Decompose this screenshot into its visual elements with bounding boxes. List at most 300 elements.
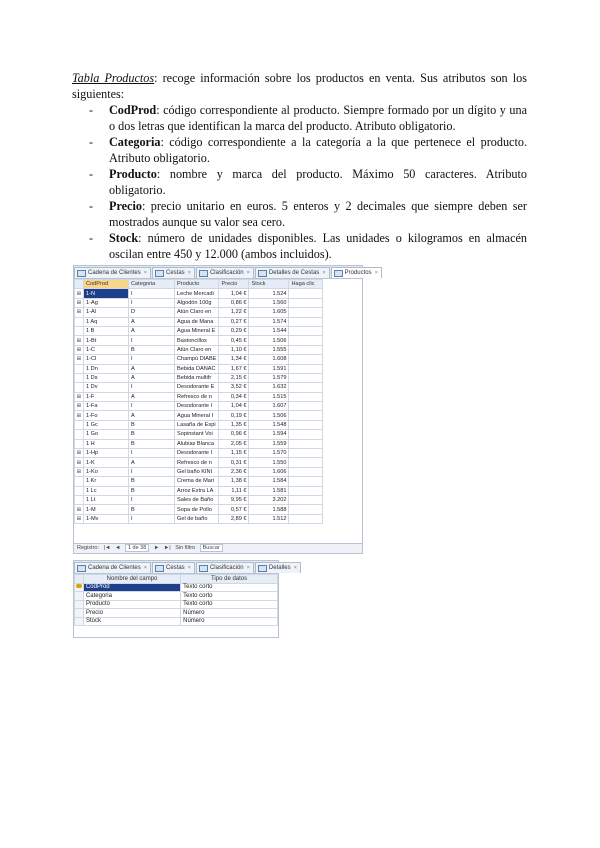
cell-producto[interactable]: Champú DIABE <box>175 355 219 364</box>
field-name-cell[interactable]: Stock <box>83 617 180 626</box>
cell-codprod[interactable]: 1-M <box>84 505 129 514</box>
cell-stock[interactable]: 1.560 <box>249 298 289 307</box>
cell-producto[interactable]: Desodorante E <box>175 383 219 392</box>
cell-stock[interactable]: 1.512 <box>249 514 289 523</box>
table-row[interactable] <box>75 439 323 448</box>
column-header[interactable]: Producto <box>175 280 219 289</box>
cell-categoria[interactable]: I <box>129 402 175 411</box>
cell-categoria[interactable]: I <box>129 355 175 364</box>
cell-precio[interactable]: 1,10 € <box>219 345 249 354</box>
table-row[interactable] <box>75 458 323 467</box>
description-text <box>72 70 527 262</box>
table-row[interactable] <box>75 317 323 326</box>
cell-precio[interactable]: 3,52 € <box>219 383 249 392</box>
cell-empty[interactable] <box>289 317 323 326</box>
datasheet-table <box>74 279 323 524</box>
cell-producto[interactable]: Bebida multifr <box>175 373 219 382</box>
tab-label: Productos <box>344 270 372 276</box>
cell-empty[interactable] <box>289 402 323 411</box>
table-row[interactable] <box>75 467 323 476</box>
cell-producto[interactable]: Gel de baño <box>175 514 219 523</box>
cell-empty[interactable] <box>289 298 323 307</box>
attribute-item <box>72 198 527 230</box>
expand-icon[interactable]: ⊞ <box>75 298 84 307</box>
close-tab-icon[interactable]: × <box>143 270 147 276</box>
cell-codprod[interactable]: 1-Hp <box>84 449 129 458</box>
data-type-cell[interactable]: Número <box>181 617 278 626</box>
object-tab[interactable] <box>255 267 330 278</box>
cell-stock[interactable]: 1.591 <box>249 364 289 373</box>
table-row[interactable] <box>75 336 323 345</box>
cell-categoria[interactable]: A <box>129 392 175 401</box>
search-box[interactable]: Buscar <box>200 544 223 552</box>
attribute-item <box>72 230 527 262</box>
tab-label: Clasificación <box>209 565 244 571</box>
table-row[interactable] <box>75 392 323 401</box>
table-title: Tabla Productos <box>72 71 155 85</box>
cell-categoria[interactable]: D <box>129 308 175 317</box>
expand-icon[interactable] <box>75 373 84 382</box>
cell-categoria[interactable]: A <box>129 364 175 373</box>
close-tab-icon[interactable]: × <box>322 270 326 276</box>
cell-precio[interactable]: 1,22 € <box>219 308 249 317</box>
object-tab[interactable] <box>196 562 254 573</box>
cell-codprod[interactable]: 1-Fo <box>84 411 129 420</box>
cell-codprod[interactable]: 1-Fa <box>84 402 129 411</box>
cell-producto[interactable]: Refresco de n <box>175 458 219 467</box>
intro-paragraph <box>72 70 527 102</box>
table-row[interactable] <box>75 477 323 486</box>
tab-label: Detalles <box>268 565 291 571</box>
cell-empty[interactable] <box>289 345 323 354</box>
table-row[interactable] <box>75 345 323 354</box>
cell-categoria[interactable]: I <box>129 298 175 307</box>
cell-stock[interactable]: 1.581 <box>249 486 289 495</box>
cell-stock[interactable]: 1.570 <box>249 449 289 458</box>
expand-icon[interactable]: ⊞ <box>75 336 84 345</box>
cell-precio[interactable]: 0,19 € <box>219 411 249 420</box>
cell-empty[interactable] <box>289 430 323 439</box>
cell-empty[interactable] <box>289 495 323 504</box>
tab-label: Detalles de Cestas <box>268 270 320 276</box>
cell-producto[interactable]: Arroz Extra LA <box>175 486 219 495</box>
cell-categoria[interactable]: B <box>129 420 175 429</box>
cell-codprod[interactable]: 1 Gc <box>84 420 129 429</box>
cell-categoria[interactable]: I <box>129 289 175 298</box>
tab-label: Cadena de Clientes <box>88 270 141 276</box>
cell-categoria[interactable]: B <box>129 430 175 439</box>
table-row[interactable] <box>75 430 323 439</box>
cell-codprod[interactable]: 1 Dn <box>84 364 129 373</box>
object-tab[interactable] <box>74 267 151 278</box>
cell-empty[interactable] <box>289 289 323 298</box>
cell-categoria[interactable]: B <box>129 439 175 448</box>
datasheet-screenshot <box>73 265 378 554</box>
cell-categoria[interactable]: A <box>129 411 175 420</box>
cell-empty[interactable] <box>289 355 323 364</box>
cell-precio[interactable]: 1,04 € <box>219 289 249 298</box>
bullet-dash: - <box>89 135 94 149</box>
cell-codprod[interactable]: 1 Lc <box>84 486 129 495</box>
table-row[interactable] <box>75 373 323 382</box>
expand-icon[interactable]: ⊞ <box>75 345 84 354</box>
attribute-list <box>72 102 527 262</box>
cell-stock[interactable]: 1.594 <box>249 430 289 439</box>
object-tab[interactable] <box>196 267 254 278</box>
table-icon <box>77 270 86 277</box>
field-row[interactable] <box>75 617 278 626</box>
table-icon <box>258 270 267 277</box>
next-record-button[interactable]: ► <box>153 545 160 551</box>
cell-codprod[interactable]: 1-N <box>84 289 129 298</box>
cell-stock[interactable]: 1.607 <box>249 402 289 411</box>
cell-precio[interactable]: 0,29 € <box>219 326 249 335</box>
cell-categoria[interactable]: I <box>129 514 175 523</box>
cell-precio[interactable]: 2,15 € <box>219 373 249 382</box>
expand-icon[interactable] <box>75 317 84 326</box>
cell-empty[interactable] <box>289 505 323 514</box>
cell-codprod[interactable]: 1-Ag <box>84 298 129 307</box>
row-selector[interactable] <box>75 583 84 592</box>
expand-icon[interactable]: ⊞ <box>75 289 84 298</box>
table-row[interactable] <box>75 308 323 317</box>
object-tab[interactable] <box>331 267 382 278</box>
field-name-cell[interactable]: Categoria <box>83 592 180 601</box>
data-type-cell[interactable]: Texto corto <box>181 600 278 609</box>
attribute-description: : código correspondiente a la categoría a la que pertenece el producto. Atributo obligatorio. <box>109 135 527 165</box>
cell-empty[interactable] <box>289 439 323 448</box>
cell-producto[interactable]: Bebida DANAC <box>175 364 219 373</box>
table-icon <box>199 270 208 277</box>
cell-empty[interactable] <box>289 411 323 420</box>
cell-precio[interactable]: 1,35 € <box>219 420 249 429</box>
cell-producto[interactable]: Desodorante I <box>175 402 219 411</box>
cell-producto[interactable]: Lasaña de Espi <box>175 420 219 429</box>
expand-icon[interactable]: ⊞ <box>75 402 84 411</box>
row-selector[interactable] <box>75 617 84 626</box>
expand-icon[interactable]: ⊞ <box>75 514 84 523</box>
attribute-name: CodProd <box>109 103 157 117</box>
table-row[interactable] <box>75 326 323 335</box>
expand-icon[interactable]: ⊞ <box>75 467 84 476</box>
cell-categoria[interactable]: A <box>129 458 175 467</box>
data-type-cell[interactable]: Número <box>181 609 278 618</box>
cell-stock[interactable]: 1.506 <box>249 336 289 345</box>
cell-producto[interactable]: Desodorante I <box>175 449 219 458</box>
cell-stock[interactable]: 1.584 <box>249 477 289 486</box>
column-header[interactable]: Stock <box>249 280 289 289</box>
cell-empty[interactable] <box>289 392 323 401</box>
first-record-button[interactable]: |◄ <box>103 545 111 551</box>
cell-stock[interactable]: 1.524 <box>249 289 289 298</box>
cell-producto[interactable]: Atún Claro en <box>175 345 219 354</box>
cell-empty[interactable] <box>289 420 323 429</box>
table-icon <box>258 565 267 572</box>
cell-empty[interactable] <box>289 486 323 495</box>
cell-stock[interactable]: 3.202 <box>249 495 289 504</box>
cell-stock[interactable]: 1.608 <box>249 355 289 364</box>
cell-categoria[interactable]: A <box>129 373 175 382</box>
row-selector[interactable] <box>75 609 84 618</box>
table-row[interactable] <box>75 495 323 504</box>
table-row[interactable] <box>75 449 323 458</box>
tab-label: Clasificación <box>209 270 244 276</box>
column-header: Tipo de datos <box>181 575 278 584</box>
close-tab-icon[interactable]: × <box>293 565 297 571</box>
record-counter[interactable]: 1 de 38 <box>125 544 149 552</box>
cell-codprod[interactable]: 1 Aq <box>84 317 129 326</box>
cell-producto[interactable]: Crema de Mari <box>175 477 219 486</box>
cell-precio[interactable]: 0,31 € <box>219 458 249 467</box>
cell-categoria[interactable]: B <box>129 345 175 354</box>
expand-icon[interactable] <box>75 439 84 448</box>
attribute-item <box>72 134 527 166</box>
attribute-description: : código correspondiente al producto. Siempre formado por un dígito y una o dos letras que identifican la marca del producto. Atributo obligatorio. <box>109 103 527 133</box>
cell-precio[interactable]: 9,95 € <box>219 495 249 504</box>
expand-icon[interactable] <box>75 430 84 439</box>
cell-precio[interactable]: 1,11 € <box>219 486 249 495</box>
field-row[interactable] <box>75 592 278 601</box>
cell-empty[interactable] <box>289 467 323 476</box>
attribute-item <box>72 102 527 134</box>
table-row[interactable] <box>75 420 323 429</box>
tab-label: Cestas <box>165 565 185 571</box>
cell-precio[interactable]: 2,89 € <box>219 514 249 523</box>
object-tab[interactable] <box>152 562 195 573</box>
cell-categoria[interactable]: I <box>129 467 175 476</box>
expand-icon[interactable] <box>75 477 84 486</box>
cell-precio[interactable]: 0,45 € <box>219 336 249 345</box>
column-header[interactable]: Haga clic <box>289 280 323 289</box>
attribute-name: Producto <box>109 167 157 181</box>
table-row[interactable] <box>75 355 323 364</box>
expand-icon[interactable] <box>75 420 84 429</box>
record-label: Registro: <box>77 545 100 551</box>
field-name-cell[interactable]: CodProd <box>83 583 180 592</box>
cell-empty[interactable] <box>289 308 323 317</box>
cell-precio[interactable]: 1,38 € <box>219 477 249 486</box>
cell-producto[interactable]: Agua de Mana <box>175 317 219 326</box>
cell-categoria[interactable]: A <box>129 317 175 326</box>
close-tab-icon[interactable]: × <box>143 565 147 571</box>
cell-stock[interactable]: 1.588 <box>249 505 289 514</box>
cell-stock[interactable]: 1.574 <box>249 317 289 326</box>
field-name-cell[interactable]: Producto <box>83 600 180 609</box>
cell-stock[interactable]: 1.506 <box>249 411 289 420</box>
table-row[interactable] <box>75 383 323 392</box>
cell-codprod[interactable]: 1-Bt <box>84 336 129 345</box>
cell-producto[interactable]: Sopinstant Voi <box>175 430 219 439</box>
expand-icon[interactable]: ⊞ <box>75 355 84 364</box>
cell-producto[interactable]: Sopa de Pollo <box>175 505 219 514</box>
cell-precio[interactable]: 2,36 € <box>219 467 249 476</box>
cell-precio[interactable]: 0,57 € <box>219 505 249 514</box>
expand-icon[interactable] <box>75 326 84 335</box>
cell-producto[interactable]: Gel baño KINI <box>175 467 219 476</box>
expand-icon[interactable] <box>75 364 84 373</box>
cell-empty[interactable] <box>289 458 323 467</box>
cell-stock[interactable]: 1.559 <box>249 439 289 448</box>
primary-key-icon <box>76 584 82 588</box>
cell-precio[interactable]: 0,34 € <box>219 392 249 401</box>
bullet-dash: - <box>89 199 94 213</box>
row-selector[interactable] <box>75 600 84 609</box>
filter-indicator[interactable]: Sin filtro <box>175 545 196 551</box>
prev-record-button[interactable]: ◄ <box>114 545 121 551</box>
column-header[interactable]: Precio <box>219 280 249 289</box>
cell-stock[interactable]: 1.550 <box>249 458 289 467</box>
cell-categoria[interactable]: B <box>129 486 175 495</box>
cell-precio[interactable]: 0,27 € <box>219 317 249 326</box>
cell-codprod[interactable]: 1 Go <box>84 430 129 439</box>
cell-producto[interactable]: Leche Mercadi <box>175 289 219 298</box>
cell-codprod[interactable]: 1 Kr <box>84 477 129 486</box>
attribute-description: : precio unitario en euros. 5 enteros y 2 decimales que siempre deben ser mostrados aunque su valor sea cero. <box>109 199 527 229</box>
table-row[interactable] <box>75 514 323 523</box>
cell-stock[interactable]: 1.605 <box>249 308 289 317</box>
cell-producto[interactable]: Atún Claro en <box>175 308 219 317</box>
cell-stock[interactable]: 1.548 <box>249 420 289 429</box>
cell-precio[interactable]: 1,34 € <box>219 355 249 364</box>
data-type-cell[interactable]: Texto corto <box>181 583 278 592</box>
cell-precio[interactable]: 0,86 € <box>219 298 249 307</box>
cell-codprod[interactable]: 1 Dv <box>84 383 129 392</box>
cell-categoria[interactable]: I <box>129 449 175 458</box>
cell-categoria[interactable]: B <box>129 505 175 514</box>
cell-producto[interactable]: Bastoncillos <box>175 336 219 345</box>
expand-icon[interactable]: ⊞ <box>75 308 84 317</box>
intro-rest: : recoge información sobre los productos en venta. Sus atributos son los siguientes: <box>72 71 527 101</box>
table-row[interactable] <box>75 411 323 420</box>
table-row[interactable] <box>75 364 323 373</box>
bullet-dash: - <box>89 231 94 245</box>
expand-icon[interactable]: ⊞ <box>75 449 84 458</box>
row-selector[interactable] <box>75 592 84 601</box>
table-row[interactable] <box>75 298 323 307</box>
close-tab-icon[interactable]: × <box>374 270 378 276</box>
cell-empty[interactable] <box>289 383 323 392</box>
expand-icon[interactable] <box>75 383 84 392</box>
field-row[interactable] <box>75 609 278 618</box>
cell-empty[interactable] <box>289 373 323 382</box>
data-type-cell[interactable]: Texto corto <box>181 592 278 601</box>
close-tab-icon[interactable]: × <box>246 270 250 276</box>
cell-producto[interactable]: Sales de Baño <box>175 495 219 504</box>
attribute-description: : nombre y marca del producto. Máximo 50 caracteres. Atributo obligatorio. <box>109 167 527 197</box>
cell-codprod[interactable]: 1-Al <box>84 308 129 317</box>
attribute-item <box>72 166 527 198</box>
expand-icon[interactable]: ⊞ <box>75 392 84 401</box>
object-tab[interactable] <box>152 267 195 278</box>
expand-icon[interactable]: ⊞ <box>75 505 84 514</box>
cell-producto[interactable]: Refresco de n <box>175 392 219 401</box>
cell-stock[interactable]: 1.606 <box>249 467 289 476</box>
cell-precio[interactable]: 0,96 € <box>219 430 249 439</box>
cell-precio[interactable]: 1,67 € <box>219 364 249 373</box>
object-tab[interactable] <box>255 562 301 573</box>
cell-codprod[interactable]: 1-K <box>84 458 129 467</box>
close-tab-icon[interactable]: × <box>187 565 191 571</box>
close-tab-icon[interactable]: × <box>187 270 191 276</box>
cell-codprod[interactable]: 1 Ds <box>84 373 129 382</box>
expand-icon[interactable]: ⊞ <box>75 458 84 467</box>
row-selector-header[interactable] <box>75 280 84 289</box>
cell-empty[interactable] <box>289 336 323 345</box>
cell-producto[interactable]: Algodón 100g <box>175 298 219 307</box>
expand-icon[interactable]: ⊞ <box>75 411 84 420</box>
cell-precio[interactable]: 2,05 € <box>219 439 249 448</box>
table-row[interactable] <box>75 486 323 495</box>
object-tabs <box>74 266 378 279</box>
row-selector-header[interactable] <box>75 575 84 584</box>
cell-producto[interactable]: Agua Mineral I <box>175 411 219 420</box>
expand-icon[interactable] <box>75 486 84 495</box>
field-name-cell[interactable]: Precio <box>83 609 180 618</box>
close-tab-icon[interactable]: × <box>246 565 250 571</box>
cell-codprod[interactable]: 1 B <box>84 326 129 335</box>
cell-codprod[interactable]: 1-Ko <box>84 467 129 476</box>
cell-codprod[interactable]: 1 Lt <box>84 495 129 504</box>
cell-empty[interactable] <box>289 477 323 486</box>
cell-stock[interactable]: 1.579 <box>249 373 289 382</box>
record-navigator <box>74 543 362 553</box>
field-row[interactable] <box>75 583 278 592</box>
table-icon <box>155 270 164 277</box>
cell-empty[interactable] <box>289 364 323 373</box>
field-row[interactable] <box>75 600 278 609</box>
cell-stock[interactable]: 1.555 <box>249 345 289 354</box>
cell-empty[interactable] <box>289 514 323 523</box>
expand-icon[interactable] <box>75 495 84 504</box>
table-icon <box>77 565 86 572</box>
table-row[interactable] <box>75 402 323 411</box>
cell-stock[interactable]: 1.544 <box>249 326 289 335</box>
cell-producto[interactable]: Alubias Blanca <box>175 439 219 448</box>
field-design-table <box>74 574 278 626</box>
cell-categoria[interactable]: I <box>129 383 175 392</box>
column-header[interactable]: CodProd <box>84 280 129 289</box>
cell-codprod[interactable]: 1-Mv <box>84 514 129 523</box>
design-view-screenshot <box>73 560 297 638</box>
object-tab[interactable] <box>74 562 151 573</box>
cell-codprod[interactable]: 1-C <box>84 345 129 354</box>
cell-categoria[interactable]: I <box>129 336 175 345</box>
cell-codprod[interactable]: 1-Cl <box>84 355 129 364</box>
cell-categoria[interactable]: I <box>129 495 175 504</box>
table-row[interactable] <box>75 505 323 514</box>
tab-label: Cadena de Clientes <box>88 565 141 571</box>
cell-codprod[interactable]: 1 H <box>84 439 129 448</box>
last-record-button[interactable]: ►| <box>163 545 171 551</box>
attribute-description: : número de unidades disponibles. Las unidades o kilogramos en almacén oscilan entre 450 y 12.000 (ambos incluidos). <box>109 231 527 261</box>
cell-empty[interactable] <box>289 449 323 458</box>
cell-codprod[interactable]: 1-F <box>84 392 129 401</box>
attribute-name: Stock <box>109 231 139 245</box>
cell-stock[interactable]: 1.632 <box>249 383 289 392</box>
tab-label: Cestas <box>165 270 185 276</box>
table-row[interactable] <box>75 289 323 298</box>
cell-producto[interactable]: Agua Mineral E <box>175 326 219 335</box>
bullet-dash: - <box>89 167 94 181</box>
cell-categoria[interactable]: B <box>129 477 175 486</box>
cell-categoria[interactable]: A <box>129 326 175 335</box>
cell-empty[interactable] <box>289 326 323 335</box>
cell-precio[interactable]: 1,15 € <box>219 449 249 458</box>
cell-stock[interactable]: 1.515 <box>249 392 289 401</box>
table-icon <box>199 565 208 572</box>
column-header[interactable]: Categoria <box>129 280 175 289</box>
cell-precio[interactable]: 1,04 € <box>219 402 249 411</box>
